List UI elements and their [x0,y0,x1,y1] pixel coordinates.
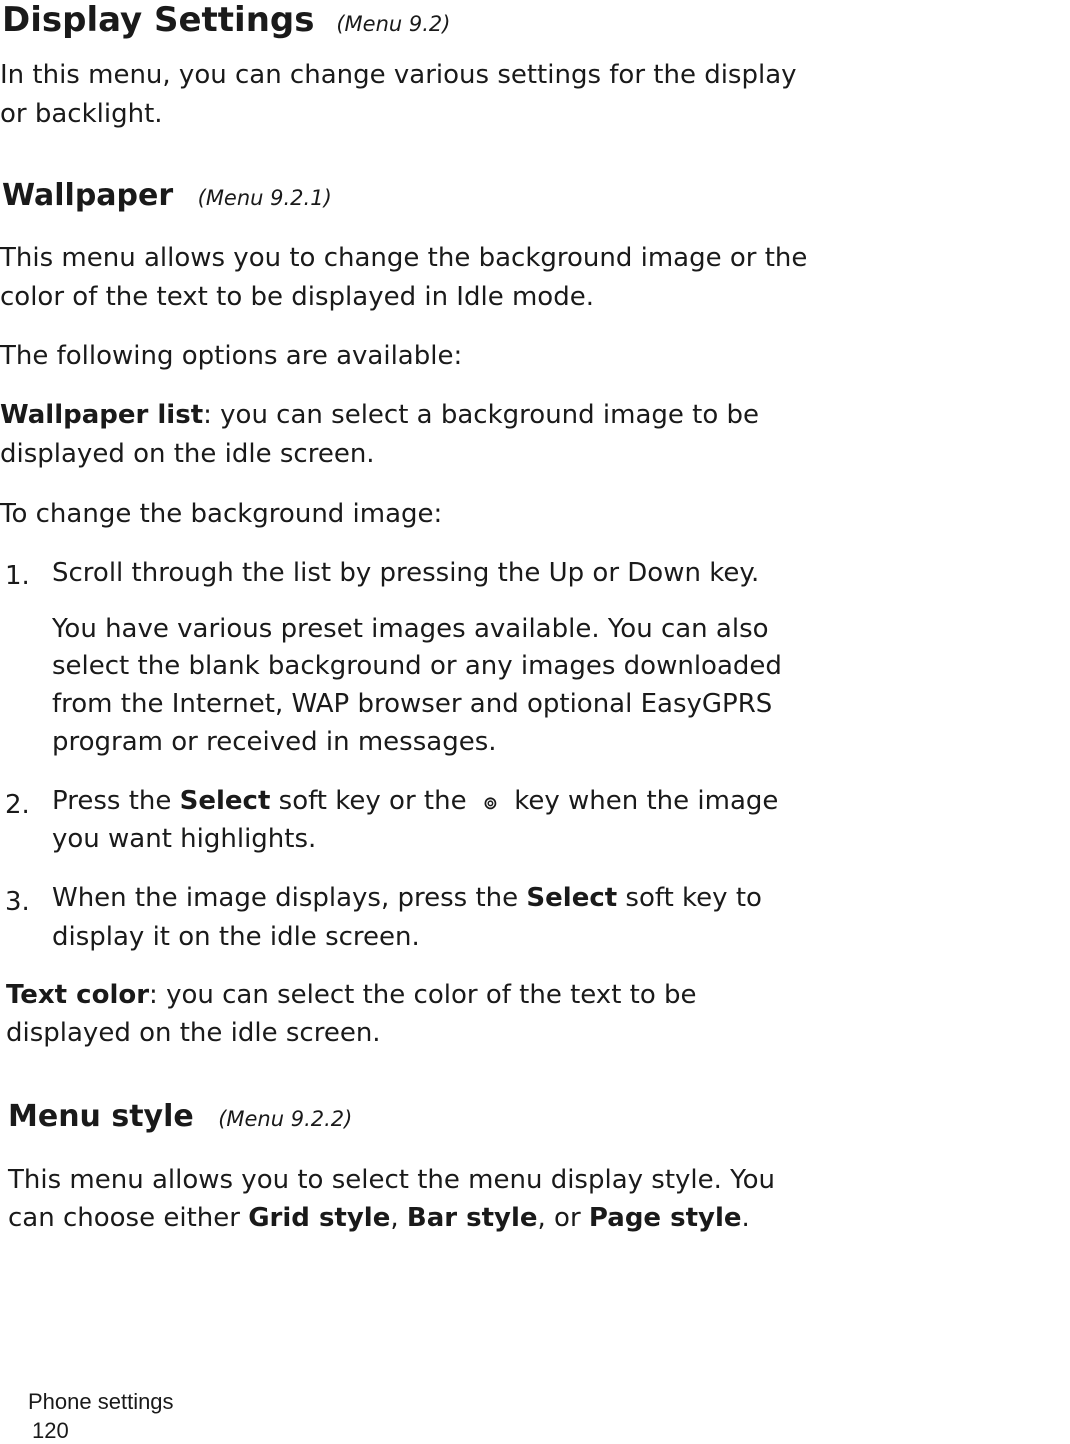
menu-style-desc-line-2 [8,1199,750,1238]
bar-style-option: Bar style [406,1203,538,1233]
text-color-desc: : you can select the color of the text to be [149,980,697,1010]
wallpaper-list-line-2: displayed on the idle screen. [0,439,375,469]
wallpaper-desc-line-2: color of the text to be displayed in Idle mode. [0,282,594,312]
wallpaper-heading-text: Wallpaper [2,178,174,213]
wallpaper-heading [2,178,332,213]
change-intro: To change the background image: [0,499,443,529]
step-2-line-1 [52,782,778,823]
step-1-note-line-4: program or received in messages. [52,727,497,757]
text-color-label: Text color [6,980,150,1010]
menu-style-sep-2: , or [537,1203,589,1233]
text-color-line-2: displayed on the idle screen. [6,1018,381,1048]
confirm-key-icon: ⊚ [482,793,498,814]
menu-style-end: . [741,1203,750,1233]
step-1-note-line-1: You have various preset images available. You can also [52,614,769,644]
menu-style-menu-ref: (Menu 9.2.2) [218,1107,353,1131]
step-3-number: 3. [5,887,30,917]
menu-style-desc-a: can choose either [8,1203,249,1233]
grid-style-option: Grid style [248,1203,391,1233]
wallpaper-list-line-1 [0,396,759,435]
text-color-line-1 [6,976,697,1015]
options-intro: The following options are available: [0,341,463,371]
intro-line-1: In this menu, you can change various settings for the display [0,60,797,90]
step-3-line-2: display it on the idle screen. [52,922,420,952]
step-3-select: Select [526,883,618,913]
step-2-part-c: key when the image [505,786,779,816]
step-2-part-b: soft key or the [270,786,475,816]
step-1-text: Scroll through the list by pressing the Up or Down key. [52,558,760,588]
step-2-number: 2. [5,790,30,820]
page-style-option: Page style [588,1203,742,1233]
footer-page-number: 120 [32,1418,69,1443]
wallpaper-list-desc: : you can select a background image to be [203,400,760,430]
step-3-part-a: When the image displays, press the [52,883,527,913]
step-2-line-2: you want highlights. [52,824,317,854]
footer-section-label: Phone settings [28,1389,174,1414]
intro-line-2: or backlight. [0,99,163,129]
step-1-number: 1. [5,561,30,591]
wallpaper-desc-line-1: This menu allows you to change the background image or the [0,243,808,273]
step-1-note-line-3: from the Internet, WAP browser and optional EasyGPRS [52,689,773,719]
menu-style-desc-line-1: This menu allows you to select the menu display style. You [8,1165,775,1195]
menu-style-sep-1: , [390,1203,407,1233]
step-2-select: Select [179,786,271,816]
wallpaper-list-label: Wallpaper list [0,400,204,430]
page-title [2,0,450,40]
menu-style-heading [8,1099,352,1134]
wallpaper-menu-ref: (Menu 9.2.1) [197,186,332,210]
step-2-part-a: Press the [52,786,180,816]
page-title-menu-ref: (Menu 9.2) [336,12,451,36]
step-1-note-line-2: select the blank background or any images downloaded [52,651,782,681]
step-3-part-b: soft key to [617,883,762,913]
step-3-line-1 [52,879,762,918]
menu-style-heading-text: Menu style [8,1099,194,1134]
page-title-text: Display Settings [2,0,315,40]
